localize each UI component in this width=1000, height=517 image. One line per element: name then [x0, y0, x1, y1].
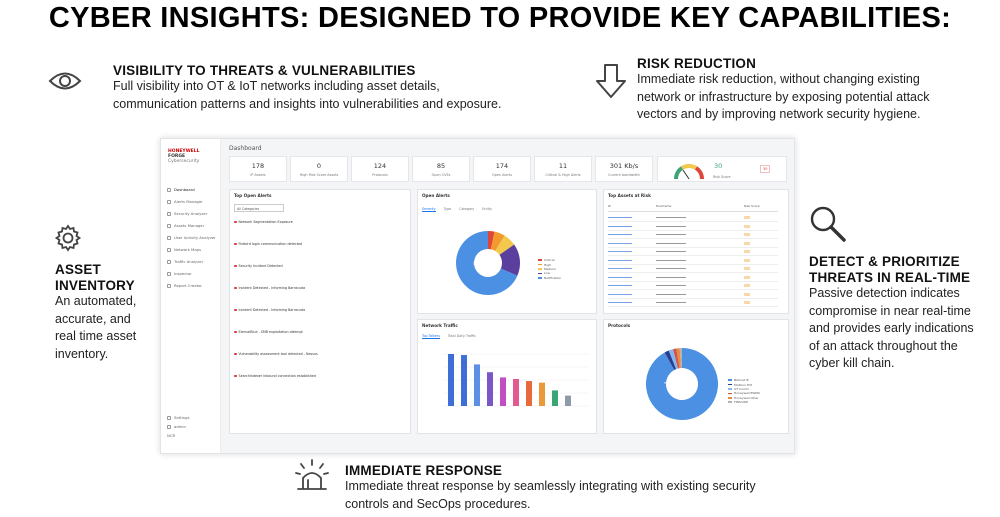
- visibility-feature: [113, 63, 501, 113]
- asset-risk-badge: [744, 267, 750, 270]
- asset-hostname: [656, 251, 686, 252]
- asset-risk-badge: [744, 276, 750, 279]
- alert-title: Vulnerability assessment tool detected - Nessus: [238, 352, 318, 356]
- response-line1: Immediate threat response by seamlessly integrating with existing security: [345, 479, 756, 493]
- traffic-bar[interactable]: [461, 355, 467, 406]
- legend-swatch: [728, 393, 732, 395]
- kpi-value: 124: [373, 162, 387, 170]
- kpi-label: Open CVEs: [431, 173, 451, 177]
- kpi-card[interactable]: [229, 156, 287, 182]
- top-assets-panel: [603, 189, 789, 314]
- asset-risk-badge: [744, 233, 750, 236]
- alert-row[interactable]: [234, 330, 402, 334]
- panel-title: Top Open Alerts: [234, 193, 272, 198]
- traffic-bar[interactable]: [539, 383, 545, 406]
- asset-row[interactable]: [608, 223, 778, 231]
- asset-ip-link[interactable]: [608, 243, 632, 244]
- asset-risk-badge: [744, 259, 750, 262]
- asset-line1: An automated,: [55, 294, 137, 308]
- nav-label: Network Maps: [174, 247, 202, 252]
- panel-title: Top Assets at Risk: [608, 193, 651, 198]
- legend-label: Honeywell other: [734, 395, 759, 400]
- visibility-line2: communication patterns and insights into vulnerabilities and exposure.: [113, 96, 502, 111]
- kpi-value: 30: [714, 162, 723, 170]
- network-traffic-chart: [422, 344, 592, 432]
- nav-item[interactable]: [167, 235, 216, 240]
- asset-hostname: [656, 302, 686, 303]
- nav-icon: [167, 260, 171, 264]
- detect-title1: DETECT & PRIORITIZE: [809, 254, 960, 269]
- nav-item: [167, 433, 175, 438]
- asset-row[interactable]: [608, 248, 778, 256]
- asset-risk-badge: [744, 293, 750, 296]
- legend-swatch: [728, 379, 732, 381]
- magnifier-icon: [808, 204, 848, 244]
- asset-feature: [55, 262, 136, 363]
- open-alerts-tabs: [422, 207, 492, 212]
- assets-table-header: [608, 204, 778, 212]
- legend-swatch: [538, 273, 542, 275]
- asset-row[interactable]: [608, 299, 778, 307]
- asset-row[interactable]: [608, 291, 778, 299]
- asset-ip-link[interactable]: [608, 285, 632, 286]
- col-risk-score: Risk Score: [744, 204, 760, 208]
- nav-item[interactable]: [167, 271, 192, 276]
- kpi-label: Open Alerts: [492, 173, 512, 177]
- risk-gauge: [672, 159, 706, 181]
- nav-label: Settings: [174, 415, 190, 420]
- nav-icon: [167, 212, 171, 216]
- asset-line4: inventory.: [55, 346, 109, 361]
- asset-hostname: [656, 234, 686, 235]
- kpi-label: Protocols: [372, 173, 388, 177]
- asset-row[interactable]: [608, 240, 778, 248]
- open-alerts-panel: [417, 189, 597, 314]
- traffic-bar[interactable]: [552, 390, 558, 406]
- alert-row[interactable]: [234, 352, 402, 356]
- detect-line5: cyber kill chain.: [809, 356, 895, 370]
- network-tabs: [422, 334, 476, 339]
- kpi-card[interactable]: [595, 156, 653, 182]
- kpi-value: 85: [436, 162, 446, 170]
- nav-icon: [167, 200, 171, 204]
- risk-title: RISK REDUCTION: [637, 56, 757, 71]
- detect-line4: of an attack throughout the: [809, 338, 958, 353]
- legend-swatch: [538, 264, 542, 266]
- tab-severity[interactable]: Severity: [422, 207, 436, 211]
- col-hostname: Hostname: [656, 204, 672, 208]
- nav-item[interactable]: [167, 211, 207, 216]
- visibility-line1: Full visibility into OT & IoT networks including asset details,: [113, 79, 440, 93]
- panel-title: Protocols: [608, 323, 631, 328]
- col-ip: IP: [608, 204, 611, 208]
- asset-ip-link[interactable]: [608, 277, 632, 278]
- kpi-card[interactable]: [351, 156, 409, 182]
- asset-ip-link[interactable]: [608, 294, 632, 295]
- traffic-bar[interactable]: [565, 396, 571, 406]
- legend-swatch: [538, 259, 542, 261]
- asset-ip-link[interactable]: [608, 226, 632, 227]
- kpi-label: Risk Score: [713, 175, 731, 179]
- asset-line2: accurate, and: [55, 311, 131, 326]
- detect-line1: Passive detection indicates: [809, 286, 960, 300]
- protocols-panel: [603, 319, 789, 434]
- nav-icon: [167, 416, 171, 420]
- kpi-card[interactable]: [473, 156, 531, 182]
- asset-title1: ASSET: [55, 262, 102, 277]
- category-filter-select[interactable]: All Categories: [234, 204, 284, 212]
- asset-ip-link[interactable]: [608, 260, 632, 261]
- kpi-label: IP Assets: [250, 173, 266, 177]
- legend-label: Honeywell EWMA: [734, 391, 761, 396]
- asset-risk-badge: [744, 301, 750, 304]
- kpi-card[interactable]: [534, 156, 592, 182]
- nav-icon: [167, 188, 171, 192]
- traffic-bar[interactable]: [526, 381, 532, 406]
- nav-icon: [167, 224, 171, 228]
- logo-text-1: HONEYWELL: [168, 149, 200, 154]
- tab-entity[interactable]: Entity: [482, 207, 492, 211]
- kpi-label: High Risk Score Assets: [299, 173, 339, 177]
- legend-label: Critical: [544, 258, 555, 263]
- panel-title: Open Alerts: [422, 193, 450, 198]
- legend-item: [728, 400, 760, 404]
- asset-hostname: [656, 268, 686, 269]
- nav-icon: [167, 272, 171, 276]
- asset-row[interactable]: [608, 265, 778, 273]
- tab-top-talkers[interactable]: Top Talkers: [422, 334, 440, 338]
- asset-hostname: [656, 243, 686, 244]
- asset-risk-badge: [744, 284, 750, 287]
- nav-label: Security Analyzer: [174, 211, 208, 216]
- asset-row[interactable]: [608, 282, 778, 290]
- risk-badge: 30: [760, 165, 770, 173]
- asset-risk-badge: [744, 242, 750, 245]
- nav-label: Dashboard: [174, 187, 195, 192]
- nav-item[interactable]: [167, 247, 201, 252]
- visibility-title: VISIBILITY TO THREATS & VULNERABILITIES: [113, 63, 416, 78]
- alert-title: Security Incident Detected: [238, 264, 283, 268]
- traffic-bar[interactable]: [487, 372, 493, 406]
- kpi-value: 11: [558, 162, 568, 170]
- kpi-card[interactable]: [290, 156, 348, 182]
- asset-line3: real time asset: [55, 329, 137, 343]
- alert-row[interactable]: [234, 374, 402, 378]
- risk-feature: [637, 56, 930, 124]
- kpi-value: 301 Kb/s: [609, 162, 639, 170]
- detect-title2: THREATS IN REAL-TIME: [809, 270, 971, 285]
- donut-center-label: Total 124.4M: [664, 381, 684, 385]
- dashboard-sidebar: [161, 139, 221, 454]
- page-headline: CYBER INSIGHTS: DESIGNED TO PROVIDE KEY CAPABILITIES:: [48, 2, 952, 34]
- legend-label: FINS/UDP: [734, 400, 749, 405]
- kpi-label: Critical & High Alerts: [545, 173, 581, 177]
- asset-hostname: [656, 217, 686, 218]
- response-line2: controls and SecOps procedures.: [345, 496, 531, 511]
- alert-title: Incident Detected - Informing Barracuda: [238, 286, 306, 290]
- asset-hostname: [656, 277, 686, 278]
- alert-row[interactable]: [234, 286, 402, 290]
- asset-title2: INVENTORY: [55, 278, 135, 293]
- kpi-value: 174: [495, 162, 509, 170]
- nav-label: Traffic Analyzer: [174, 259, 204, 264]
- alert-title: EternalBlue - SMB exploitation attempt: [238, 330, 303, 334]
- traffic-bar[interactable]: [474, 364, 480, 406]
- asset-hostname: [656, 285, 686, 286]
- legend-swatch: [538, 277, 542, 279]
- detect-line2: compromise in near real-time: [809, 303, 971, 318]
- legend-swatch: [728, 401, 732, 403]
- asset-risk-badge: [744, 250, 750, 253]
- nav-label: Alerts Manager: [174, 199, 203, 204]
- down-arrow-icon: [594, 63, 628, 99]
- open-alerts-legend: [538, 258, 561, 280]
- tab-category[interactable]: Category: [459, 207, 475, 211]
- nav-item[interactable]: [167, 415, 190, 420]
- tab-type[interactable]: Type: [443, 207, 452, 211]
- asset-row[interactable]: [608, 214, 778, 222]
- protocols-legend: [728, 378, 760, 404]
- panel-title: Network Traffic: [422, 323, 458, 328]
- legend-swatch: [538, 268, 542, 270]
- alert-title: SearchIndexer inbound connection established: [238, 374, 316, 378]
- traffic-bar[interactable]: [513, 379, 519, 406]
- traffic-bar[interactable]: [500, 377, 506, 406]
- asset-ip-link[interactable]: [608, 251, 632, 252]
- legend-label: OT Comm: [734, 386, 749, 391]
- legend-label: Low: [544, 271, 550, 276]
- kpi-label: Current bandwidth: [608, 173, 640, 177]
- asset-row[interactable]: [608, 257, 778, 265]
- asset-ip-link[interactable]: [608, 268, 632, 269]
- asset-ip-link[interactable]: [608, 302, 632, 303]
- kpi-value: 178: [251, 162, 265, 170]
- nav-item[interactable]: [167, 223, 204, 228]
- nav-icon: [167, 236, 171, 240]
- alert-row[interactable]: [234, 220, 402, 224]
- detect-feature: [809, 254, 974, 373]
- nav-item[interactable]: [167, 424, 186, 429]
- nav-item[interactable]: [167, 187, 195, 192]
- nav-item[interactable]: [167, 199, 203, 204]
- risk-line3: vectors and by improving network security hygiene.: [637, 107, 921, 121]
- alert-row[interactable]: [234, 308, 402, 312]
- asset-ip-link[interactable]: [608, 217, 632, 218]
- dashboard-screenshot: [160, 138, 795, 454]
- legend-label: Notification: [544, 275, 562, 280]
- donut-center-label: Total 174: [473, 262, 488, 266]
- alert-row[interactable]: [234, 242, 402, 246]
- tab-total-daily-traffic[interactable]: Total Daily Traffic: [447, 334, 476, 338]
- legend-label: BACnet IP: [734, 378, 749, 383]
- detect-line3: and provides early indications: [809, 321, 974, 335]
- asset-hostname: [656, 294, 686, 295]
- dashboard-title: Dashboard: [229, 145, 262, 152]
- asset-ip-link[interactable]: [608, 234, 632, 235]
- legend-label: Modbus TCP: [734, 382, 753, 387]
- gear-icon: [54, 224, 82, 252]
- nav-label: User Activity Analyzer: [174, 235, 216, 240]
- dashboard-logo: [168, 149, 199, 164]
- legend-swatch: [728, 397, 732, 399]
- nav-label: Report Creator: [174, 283, 202, 288]
- risk-score-card[interactable]: [657, 156, 787, 182]
- response-title: IMMEDIATE RESPONSE: [345, 463, 503, 478]
- nav-label: Inspector: [174, 271, 192, 276]
- nav-item[interactable]: [167, 259, 203, 264]
- alert-title: Network Segmentation Exposure: [238, 220, 293, 224]
- risk-line1: Immediate risk reduction, without changing existing: [637, 72, 920, 86]
- eye-icon: [48, 70, 82, 92]
- nav-label: Assets Manager: [174, 223, 205, 228]
- legend-label: High: [544, 262, 551, 267]
- nav-icon: [167, 425, 171, 429]
- nav-label: NCR: [167, 433, 176, 438]
- traffic-bar[interactable]: [448, 354, 454, 406]
- legend-swatch: [728, 384, 732, 386]
- alert-title: Incident Detected - Informing Barracuda: [238, 308, 306, 312]
- nav-icon: [167, 248, 171, 252]
- network-traffic-panel: [417, 319, 597, 434]
- legend-item: [538, 276, 561, 280]
- legend-swatch: [728, 388, 732, 390]
- asset-row[interactable]: [608, 274, 778, 282]
- asset-risk-badge: [744, 225, 750, 228]
- open-alerts-donut: [453, 228, 523, 298]
- logo-text-3: Cybersecurity: [168, 159, 200, 164]
- risk-line2: network or infrastructure by exposing potential attack: [637, 89, 930, 104]
- asset-risk-badge: [744, 216, 750, 219]
- dashboard-main: [221, 139, 795, 454]
- nav-icon: [167, 284, 171, 288]
- nav-label: admin: [174, 424, 186, 429]
- alert-row[interactable]: [234, 264, 402, 268]
- logo-text-2: FORGE: [168, 154, 186, 159]
- top-open-alerts-panel: [229, 189, 411, 434]
- alarm-icon: [294, 458, 330, 494]
- response-feature: [345, 463, 756, 513]
- asset-hostname: [656, 260, 686, 261]
- legend-label: Medium: [544, 266, 556, 271]
- asset-row[interactable]: [608, 231, 778, 239]
- alert-title: Firebird login communication detected: [238, 242, 303, 246]
- kpi-card[interactable]: [412, 156, 470, 182]
- asset-hostname: [656, 226, 686, 227]
- nav-item[interactable]: [167, 283, 202, 288]
- kpi-value: 0: [316, 162, 322, 170]
